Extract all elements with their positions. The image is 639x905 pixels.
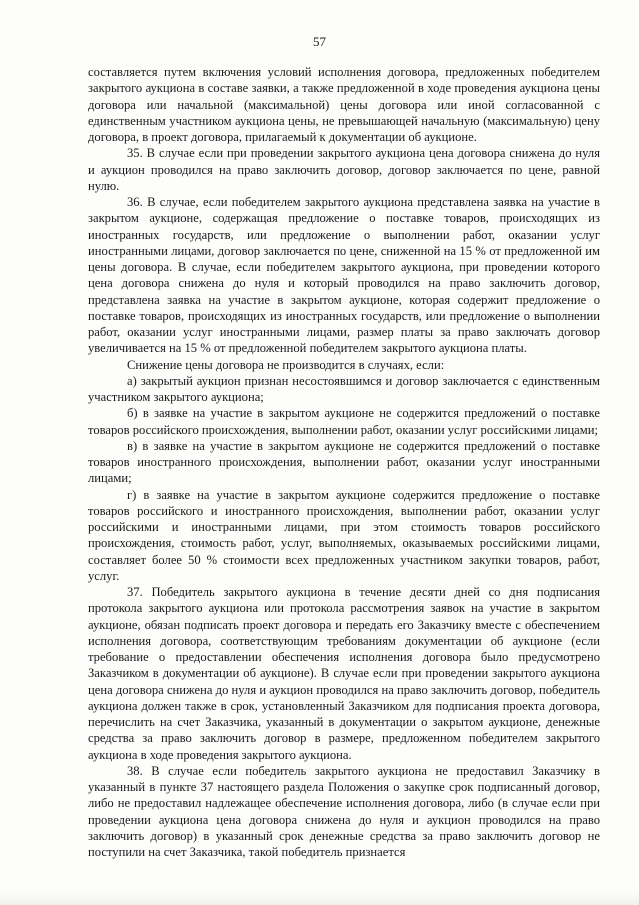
paragraph-price-exceptions: Снижение цены договора не производится в случаях, если:: [127, 357, 445, 372]
page-number: 57: [313, 34, 326, 49]
list-item-v: в) в заявке на участие в закрытом аукционе не содержится предложений о поставке товаров иностранного происхождения, выполнении работ, оказании услуг иностранными лицами;: [88, 438, 600, 486]
paragraph-continuation: составляется путем включения условий исполнения договора, предложенных победителем закрытого аукциона в составе заявки, а также предложенной в ходе проведения аукциона цены договора или начальной (максимальной) цены договора или иной согласованной с единственным участником аукциона цены, не превышающей начальную (максимальную) цену договора, в проект договора, прилагаемый к документации об аукционе.: [88, 65, 600, 144]
list-item-g: г) в заявке на участие в закрытом аукционе содержится предложение о поставке товаров российского и иностранного происхождения, выполнении работ, оказании услуг российскими и иностранными лицами, при этом стоимость товаров российского происхождения, стоимость работ, услуг, выполняемых, оказываемых российскими лицами, составляет более 50 % стоимости всех предложенных участником закупки товаров, работ, услуг.: [88, 487, 600, 583]
list-item-b: б) в заявке на участие в закрытом аукционе не содержится предложений о поставке товаров российского происхождения, выполнении работ, оказании услуг российскими лицами;: [88, 406, 600, 437]
page-body: [88, 64, 600, 860]
paragraph-35: 35. В случае если при проведении закрытого аукциона цена договора снижена до нуля и аукцион проводился на право заключить договор, договор заключается по цене, равной нулю.: [88, 146, 600, 193]
list-item-a: а) закрытый аукцион признан несостоявшимся и договор заключается с единственным участником закрытого аукциона;: [88, 373, 600, 404]
scan-edge-shadow: [0, 891, 639, 905]
paragraph-37: 37. Победитель закрытого аукциона в течение десяти дней со дня подписания протокола закрытого аукциона или протокола рассмотрения заявок на участие в закрытом аукционе, обязан подписать проект договора и передать его Заказчику вместе с обеспечением исполнения договора, соответствующим требованиям документации об аукционе (если требование о предоставлении обеспечения исполнения договора было предусмотрено Заказчиком в документации об аукционе). В случае если при проведении закрытого аукциона цена договора снижена до нуля и аукцион проводился на право заключить договор, победитель аукциона должен также в срок, установленный Заказчиком для подписания проекта договора, перечислить на счет Заказчика, указанный в документации о закрытом аукционе, денежные средства за право заключить договор в размере, предложенном победителем закрытого аукциона в ходе проведения закрытого аукциона.: [88, 585, 600, 762]
paragraph-36: 36. В случае, если победителем закрытого аукциона представлена заявка на участие в закрытом аукционе, содержащая предложение о поставке товаров, происходящих из иностранных государств, или предложение о выполнении работ, оказании услуг иностранными лицами, договор заключается по цене, сниженной на 15 % от предложенной им цены договора. В случае, если победителем закрытого аукциона, при проведении которого цена договора снижена до нуля и который проводился на право заключить договор, представлена заявка на участие в закрытом аукционе, которая содержит предложение о поставке товаров, происходящих из иностранных государств, или предложение о выполнении работ, оказании услуг иностранными лицами, размер платы за право заключать договор увеличивается на 15 % от предложенной победителем закрытого аукциона платы.: [88, 195, 600, 356]
paragraph-38: 38. В случае если победитель закрытого аукциона не предоставил Заказчику в указанный в пункте 37 настоящего раздела Положения о закупке срок подписанный договор, либо не предоставил надлежащее обеспечение исполнения договора, либо (в случае если при проведении аукциона цена договора снижена до нуля и аукцион проводился на право заключить договор) в указанный срок денежные средства за право заключить договор не поступили на счет Заказчика, такой победитель признается: [88, 763, 600, 859]
